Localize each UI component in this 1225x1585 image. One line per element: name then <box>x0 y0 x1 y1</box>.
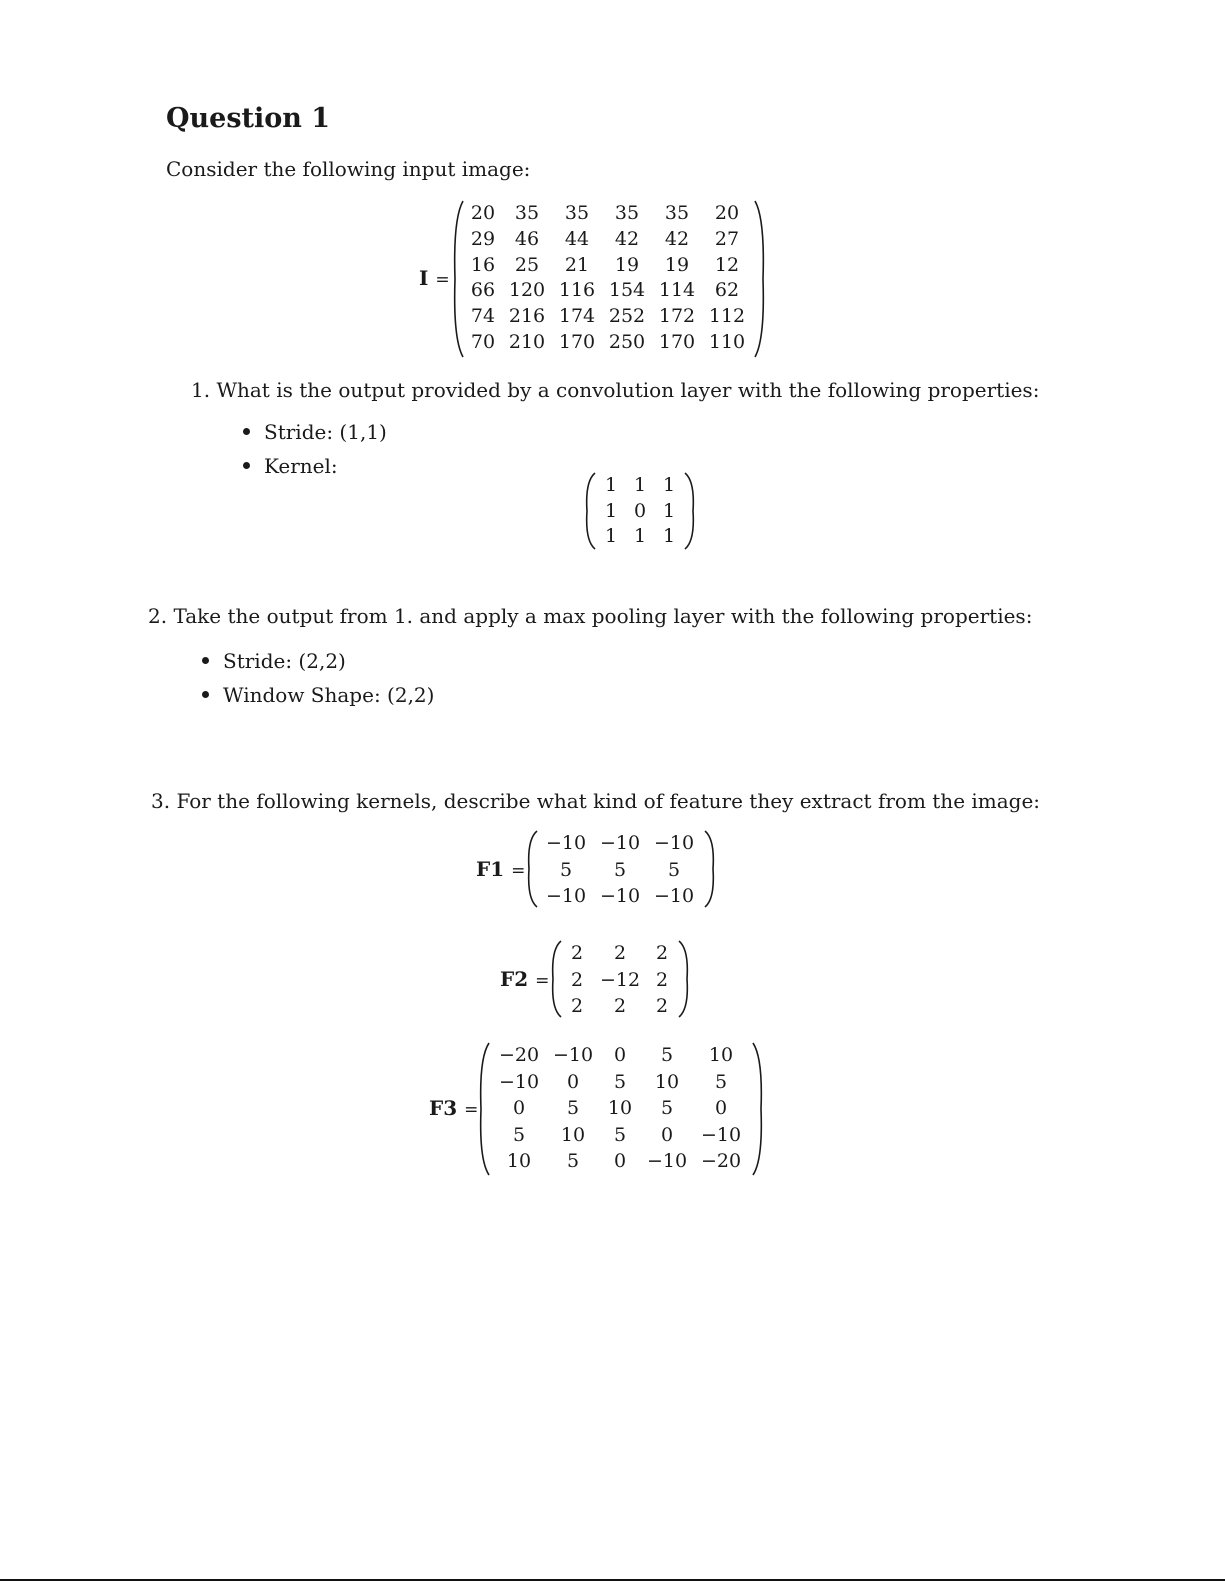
matrix-cell: 62 <box>714 279 740 302</box>
matrix-cell: 2 <box>613 942 627 964</box>
bullet-dot <box>243 428 250 435</box>
f1-matrix <box>526 830 716 908</box>
q1-bullet-kernel <box>243 454 338 478</box>
matrix-cell: 44 <box>564 227 590 250</box>
matrix-left-paren <box>526 830 540 908</box>
matrix-cell: 250 <box>608 331 646 353</box>
matrix-cell: 35 <box>664 202 690 224</box>
matrix-cell: 5 <box>667 858 681 881</box>
matrix-cell: 10 <box>708 1044 734 1066</box>
matrix-cell: −10 <box>545 885 587 907</box>
bullet-dot <box>243 462 250 469</box>
matrix-cell: 172 <box>658 305 696 328</box>
matrix-left-paren <box>584 472 598 550</box>
matrix-cell: 74 <box>470 305 496 328</box>
matrix-left-paren <box>452 200 466 358</box>
matrix-cell: 110 <box>708 331 746 353</box>
matrix-cell: 5 <box>566 1097 580 1119</box>
bullet-dot <box>202 657 209 664</box>
matrix-cell: 35 <box>514 202 540 224</box>
matrix-cell: 2 <box>655 942 669 964</box>
bullet-dot <box>202 691 209 698</box>
matrix-cell: −20 <box>700 1150 742 1172</box>
matrix-cell: −10 <box>552 1044 594 1066</box>
matrix-cell: 66 <box>470 279 496 302</box>
matrix-cell: 1 <box>633 474 647 496</box>
matrix-cell: −10 <box>599 885 641 907</box>
matrix-cell: 1 <box>604 499 618 522</box>
matrix-cell: 20 <box>470 202 496 224</box>
matrix-cell: 1 <box>662 499 676 522</box>
matrix-cell: 1 <box>633 525 647 547</box>
question-3-text: 3. For the following kernels, describe what kind of feature they extract from the image: <box>151 789 1041 813</box>
matrix-cell: 0 <box>512 1097 526 1119</box>
matrix-cell: 154 <box>608 279 646 302</box>
matrix-cell: 16 <box>470 253 496 276</box>
matrix-cell: 10 <box>560 1123 586 1146</box>
matrix-cell: 2 <box>613 995 627 1017</box>
matrix-right-paren <box>702 830 716 908</box>
q1-kernel-text: Kernel: <box>264 454 338 478</box>
page-bottom-rule <box>0 1579 1225 1581</box>
q2-bullet-window <box>202 683 434 707</box>
matrix-cell: 19 <box>614 253 640 276</box>
intro-text: Consider the following input image: <box>166 157 531 181</box>
matrix-cell: 5 <box>613 858 627 881</box>
matrix-cell: 10 <box>654 1070 680 1093</box>
matrix-cell: 0 <box>633 499 647 522</box>
matrix-cell: 120 <box>508 279 546 302</box>
matrix-cell: 20 <box>714 202 740 224</box>
matrix-right-paren <box>750 1042 764 1176</box>
matrix-left-paren <box>478 1042 492 1176</box>
matrix-cell: 112 <box>708 305 746 328</box>
question-2-text: 2. Take the output from 1. and apply a max pooling layer with the following properties: <box>148 604 1033 628</box>
matrix-i-symbol: I <box>419 266 429 290</box>
question-1-text: 1. What is the output provided by a convolution layer with the following properties: <box>191 378 1040 402</box>
f2-symbol: F2 <box>500 967 529 991</box>
matrix-cell: 0 <box>613 1150 627 1172</box>
matrix-cell: −10 <box>653 832 695 854</box>
matrix-right-paren <box>676 940 690 1018</box>
matrix-cell: 27 <box>714 227 740 250</box>
f1-symbol: F1 <box>476 857 505 881</box>
matrix-cell: 46 <box>514 227 540 250</box>
matrix-cell: 252 <box>608 305 646 328</box>
matrix-cell: 42 <box>664 227 690 250</box>
matrix-cell: 5 <box>660 1044 674 1066</box>
q2-bullet-stride <box>202 649 346 673</box>
matrix-cell: 5 <box>660 1097 674 1119</box>
matrix-cell: 0 <box>566 1070 580 1093</box>
matrix-cell: −10 <box>646 1150 688 1172</box>
matrix-cell: 174 <box>558 305 596 328</box>
matrix-cell: 1 <box>604 525 618 547</box>
matrix-cell: 2 <box>570 942 584 964</box>
question-title: Question 1 <box>166 103 331 134</box>
matrix-cell: 114 <box>658 279 696 302</box>
matrix-cell: 10 <box>607 1097 633 1119</box>
f1-equals: = <box>511 861 526 881</box>
matrix-cell: 0 <box>613 1044 627 1066</box>
matrix-cell: 19 <box>664 253 690 276</box>
matrix-i <box>452 200 766 358</box>
matrix-cell: 35 <box>564 202 590 224</box>
kernel-matrix <box>584 472 696 550</box>
matrix-left-paren <box>550 940 564 1018</box>
matrix-cell: 21 <box>564 253 590 276</box>
matrix-cell: 5 <box>613 1123 627 1146</box>
q1-bullet-stride <box>243 420 387 444</box>
matrix-cell: 35 <box>614 202 640 224</box>
matrix-i-label <box>419 266 450 290</box>
matrix-cell: 70 <box>470 331 496 353</box>
matrix-cell: 2 <box>655 968 669 991</box>
matrix-cell: 5 <box>559 858 573 881</box>
q1-stride-text: Stride: (1,1) <box>264 420 387 444</box>
matrix-cell: 42 <box>614 227 640 250</box>
matrix-cell: 1 <box>662 525 676 547</box>
matrix-cell: 5 <box>613 1070 627 1093</box>
f3-label <box>429 1096 478 1120</box>
matrix-cell: 116 <box>558 279 596 302</box>
f2-equals: = <box>535 971 550 991</box>
matrix-cell: −20 <box>498 1044 540 1066</box>
matrix-right-paren <box>752 200 766 358</box>
f3-equals: = <box>464 1100 479 1120</box>
f2-label <box>500 967 549 991</box>
matrix-cell: 216 <box>508 305 546 328</box>
f1-label <box>476 857 525 881</box>
matrix-cell: 170 <box>558 331 596 353</box>
matrix-cell: −10 <box>599 832 641 854</box>
q2-window-text: Window Shape: (2,2) <box>223 683 435 707</box>
matrix-cell: −10 <box>545 832 587 854</box>
matrix-cell: 0 <box>714 1097 728 1119</box>
q2-stride-text: Stride: (2,2) <box>223 649 346 673</box>
matrix-cell: −10 <box>653 885 695 907</box>
matrix-cell: 0 <box>660 1123 674 1146</box>
f3-matrix <box>478 1042 764 1176</box>
matrix-right-paren <box>682 472 696 550</box>
matrix-cell: 5 <box>714 1070 728 1093</box>
matrix-cell: −12 <box>599 968 641 991</box>
matrix-cell: 29 <box>470 227 496 250</box>
matrix-cell: 1 <box>662 474 676 496</box>
matrix-cell: 210 <box>508 331 546 353</box>
matrix-cell: 25 <box>514 253 540 276</box>
matrix-cell: 10 <box>506 1150 532 1172</box>
matrix-cell: 12 <box>714 253 740 276</box>
f3-symbol: F3 <box>429 1096 458 1120</box>
matrix-cell: 2 <box>655 995 669 1017</box>
matrix-cell: 1 <box>604 474 618 496</box>
matrix-cell: −10 <box>498 1070 540 1093</box>
matrix-cell: 2 <box>570 995 584 1017</box>
matrix-cell: 5 <box>566 1150 580 1172</box>
matrix-i-equals: = <box>435 270 450 290</box>
matrix-cell: 2 <box>570 968 584 991</box>
f2-matrix <box>550 940 690 1018</box>
matrix-cell: −10 <box>700 1123 742 1146</box>
matrix-cell: 170 <box>658 331 696 353</box>
matrix-cell: 5 <box>512 1123 526 1146</box>
